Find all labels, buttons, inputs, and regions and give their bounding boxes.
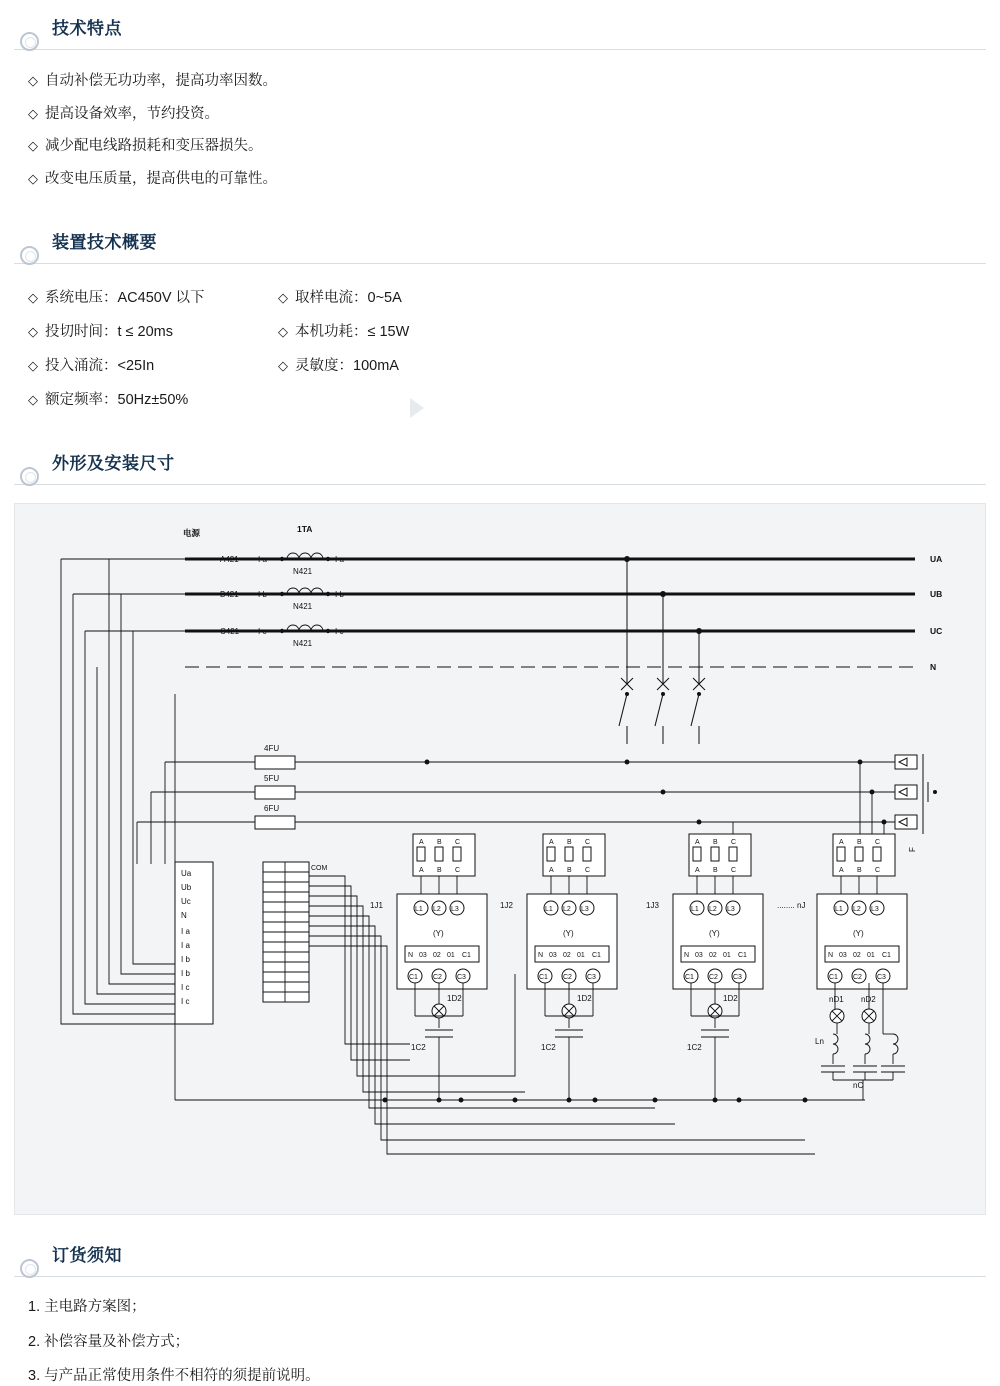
svg-text:N: N: [684, 952, 690, 960]
specs-title: 装置技术概要: [52, 233, 157, 253]
svg-text:I b: I b: [335, 590, 344, 600]
dimensions-section: [0, 409, 1000, 485]
svg-text:02: 02: [709, 952, 717, 960]
list-item-label: 改变电压质量，提高供电的可靠性。: [45, 170, 277, 187]
svg-text:C3: C3: [877, 974, 886, 982]
diamond-icon: ◇: [28, 170, 38, 186]
svg-text:C1: C1: [829, 974, 838, 982]
svg-text:N: N: [828, 952, 834, 960]
svg-text:1J2: 1J2: [500, 901, 513, 911]
svg-text:I a: I a: [335, 555, 344, 565]
svg-text:B: B: [567, 839, 572, 847]
wiring-diagram-svg: [15, 504, 985, 1214]
svg-text:1C2: 1C2: [541, 1043, 556, 1053]
svg-text:B421: B421: [220, 590, 239, 600]
svg-text:C2: C2: [853, 974, 862, 982]
svg-text:L1: L1: [691, 906, 699, 914]
svg-text:A421: A421: [220, 555, 239, 565]
diamond-icon: ◇: [278, 324, 288, 340]
svg-text:UC: UC: [930, 626, 943, 637]
list-item: [278, 354, 986, 375]
svg-text:B: B: [437, 867, 442, 875]
svg-text:(Y): (Y): [709, 929, 720, 939]
diamond-icon: ◇: [278, 358, 288, 374]
diamond-icon: ◇: [28, 105, 38, 121]
svg-text:C1: C1: [738, 952, 747, 960]
svg-text:I a: I a: [181, 927, 190, 937]
svg-text:电源: 电源: [183, 528, 201, 539]
svg-text:C421: C421: [220, 627, 240, 637]
list-item: [28, 320, 278, 341]
svg-text:L3: L3: [451, 906, 459, 914]
dimensions-heading: [14, 449, 986, 478]
svg-text:........ nJ: ........ nJ: [777, 901, 806, 911]
svg-text:C2: C2: [433, 974, 442, 982]
svg-text:nD2: nD2: [861, 995, 876, 1005]
svg-text:C: C: [731, 867, 737, 875]
svg-text:I b: I b: [181, 969, 190, 979]
svg-text:C: C: [875, 867, 881, 875]
diamond-icon: ◇: [28, 73, 38, 88]
diamond-icon: ◇: [278, 290, 288, 306]
wiring-diagram: [14, 503, 986, 1215]
svg-text:A: A: [695, 867, 700, 875]
list-item-label: 额定频率：50Hz±50%: [45, 392, 189, 409]
svg-text:I c: I c: [181, 997, 190, 1007]
features-title: 技术特点: [52, 19, 122, 38]
svg-text:N421: N421: [293, 602, 313, 612]
svg-text:03: 03: [419, 952, 427, 960]
svg-text:01: 01: [867, 952, 875, 960]
svg-text:N421: N421: [293, 567, 313, 577]
svg-text:C1: C1: [592, 952, 601, 960]
svg-text:L1: L1: [835, 906, 843, 914]
list-item-label: 投入涌流：<25In: [45, 358, 155, 375]
list-item: [28, 170, 986, 190]
list-item-label: 提高设备效率，节约投资。: [45, 105, 219, 122]
svg-text:N: N: [930, 662, 937, 673]
svg-text:L1: L1: [415, 906, 423, 914]
svg-text:I c: I c: [258, 627, 267, 637]
svg-text:1D2: 1D2: [723, 994, 738, 1004]
svg-text:C: C: [455, 867, 461, 875]
svg-text:L2: L2: [563, 906, 571, 914]
svg-text:C1: C1: [882, 952, 891, 960]
svg-text:A: A: [695, 839, 700, 847]
svg-text:L3: L3: [581, 906, 589, 914]
svg-text:COM: COM: [311, 865, 328, 873]
svg-text:B: B: [713, 867, 718, 875]
svg-text:(Y): (Y): [563, 929, 574, 939]
svg-text:B: B: [713, 839, 718, 847]
diamond-icon: ◇: [28, 358, 38, 374]
specs-heading: [14, 228, 986, 257]
features-section: [0, 0, 1000, 189]
svg-text:N: N: [538, 952, 544, 960]
list-item: [28, 354, 278, 375]
svg-text:N421: N421: [293, 639, 313, 649]
svg-text:L2: L2: [433, 906, 441, 914]
svg-text:(Y): (Y): [433, 929, 444, 939]
svg-text:A: A: [419, 867, 424, 875]
specs-grid: [28, 286, 986, 409]
diamond-icon: ◇: [28, 138, 38, 154]
svg-text:C3: C3: [733, 974, 742, 982]
list-item: [278, 286, 986, 307]
list-item-label: 灵敏度：100mA: [295, 358, 399, 375]
svg-text:L1: L1: [545, 906, 553, 914]
svg-text:C3: C3: [457, 974, 466, 982]
svg-text:02: 02: [853, 952, 861, 960]
list-item: [28, 137, 986, 157]
svg-text:B: B: [857, 867, 862, 875]
features-list: [28, 72, 986, 189]
svg-text:C: C: [585, 839, 591, 847]
svg-text:C2: C2: [709, 974, 718, 982]
svg-text:I b: I b: [181, 955, 190, 965]
diamond-icon: ◇: [28, 392, 38, 408]
specs-section: [0, 202, 1000, 409]
ordering-title: 订货须知: [52, 1246, 122, 1266]
svg-text:C: C: [455, 839, 461, 847]
features-heading: [14, 14, 986, 43]
list-item: [28, 72, 986, 92]
svg-text:I a: I a: [181, 941, 190, 951]
svg-text:01: 01: [577, 952, 585, 960]
svg-text:1D2: 1D2: [447, 994, 462, 1004]
list-item-label: 自动补偿无功功率，提高功率因数。: [45, 73, 277, 89]
svg-text:A: A: [549, 839, 554, 847]
list-item: 3. 与产品正常使用条件不相符的须提前说明。: [28, 1367, 320, 1384]
list-item-label: 本机功耗：≤ 15W: [295, 324, 410, 341]
svg-text:C1: C1: [685, 974, 694, 982]
list-item: [28, 388, 278, 409]
svg-text:L3: L3: [727, 906, 735, 914]
svg-text:UA: UA: [930, 554, 943, 565]
svg-text:I c: I c: [335, 627, 344, 637]
svg-text:C1: C1: [462, 952, 471, 960]
list-item-label: 取样电流：0~5A: [295, 290, 402, 307]
svg-text:03: 03: [695, 952, 703, 960]
svg-text:B: B: [567, 867, 572, 875]
watermark-icon: [410, 398, 424, 418]
svg-text:(Y): (Y): [853, 929, 864, 939]
svg-text:L2: L2: [709, 906, 717, 914]
svg-text:03: 03: [549, 952, 557, 960]
svg-text:1D2: 1D2: [577, 994, 592, 1004]
svg-text:nC: nC: [853, 1081, 864, 1091]
ring-icon: [20, 32, 39, 51]
svg-text:03: 03: [839, 952, 847, 960]
svg-text:C: C: [731, 839, 737, 847]
list-item: [28, 286, 278, 307]
svg-text:C2: C2: [563, 974, 572, 982]
svg-text:C3: C3: [587, 974, 596, 982]
svg-text:Uc: Uc: [181, 897, 191, 907]
diamond-icon: ◇: [28, 324, 38, 340]
list-item: 1. 主电路方案图；: [28, 1299, 146, 1316]
divider: [14, 263, 986, 264]
svg-text:B: B: [857, 839, 862, 847]
svg-text:L3: L3: [871, 906, 879, 914]
svg-text:02: 02: [433, 952, 441, 960]
divider: [14, 49, 986, 50]
divider: [14, 484, 986, 485]
svg-text:A: A: [839, 867, 844, 875]
ordering-section: [0, 1215, 1000, 1386]
ordering-list: [28, 1297, 986, 1386]
list-item: 2. 补偿容量及补偿方式；: [28, 1333, 190, 1350]
list-item-label: 系统电压：AC450V 以下: [45, 290, 205, 307]
svg-text:1C2: 1C2: [411, 1043, 426, 1053]
list-item: [28, 105, 986, 125]
svg-text:F: F: [908, 847, 917, 853]
svg-text:nD1: nD1: [829, 995, 844, 1005]
list-item-label: 减少配电线路损耗和变压器损失。: [45, 138, 263, 155]
svg-text:Ub: Ub: [181, 883, 192, 893]
svg-text:1TA: 1TA: [297, 524, 313, 535]
ordering-heading: [14, 1241, 986, 1270]
svg-text:A: A: [419, 839, 424, 847]
svg-text:01: 01: [723, 952, 731, 960]
svg-text:6FU: 6FU: [264, 804, 280, 814]
svg-text:N: N: [181, 911, 187, 921]
svg-text:I c: I c: [181, 983, 190, 993]
diamond-icon: ◇: [28, 290, 38, 306]
svg-text:A: A: [839, 839, 844, 847]
svg-text:1J1: 1J1: [370, 901, 383, 911]
svg-text:A: A: [549, 867, 554, 875]
svg-text:L2: L2: [853, 906, 861, 914]
svg-text:UB: UB: [930, 589, 943, 600]
svg-text:1C2: 1C2: [687, 1043, 702, 1053]
divider: [14, 1276, 986, 1277]
svg-text:Ua: Ua: [181, 869, 192, 879]
svg-text:C1: C1: [539, 974, 548, 982]
list-item: [278, 320, 986, 341]
svg-text:02: 02: [563, 952, 571, 960]
svg-text:5FU: 5FU: [264, 774, 280, 784]
svg-text:I a: I a: [258, 555, 267, 565]
svg-text:Ln: Ln: [815, 1037, 824, 1047]
svg-text:C: C: [585, 867, 591, 875]
svg-text:01: 01: [447, 952, 455, 960]
svg-text:N: N: [408, 952, 414, 960]
svg-text:C: C: [875, 839, 881, 847]
dimensions-title: 外形及安装尺寸: [52, 454, 175, 474]
svg-text:C1: C1: [409, 974, 418, 982]
svg-text:B: B: [437, 839, 442, 847]
svg-text:4FU: 4FU: [264, 744, 280, 754]
list-item-label: 投切时间：t ≤ 20ms: [45, 324, 174, 341]
svg-text:1J3: 1J3: [646, 901, 659, 911]
svg-text:I b: I b: [258, 590, 267, 600]
